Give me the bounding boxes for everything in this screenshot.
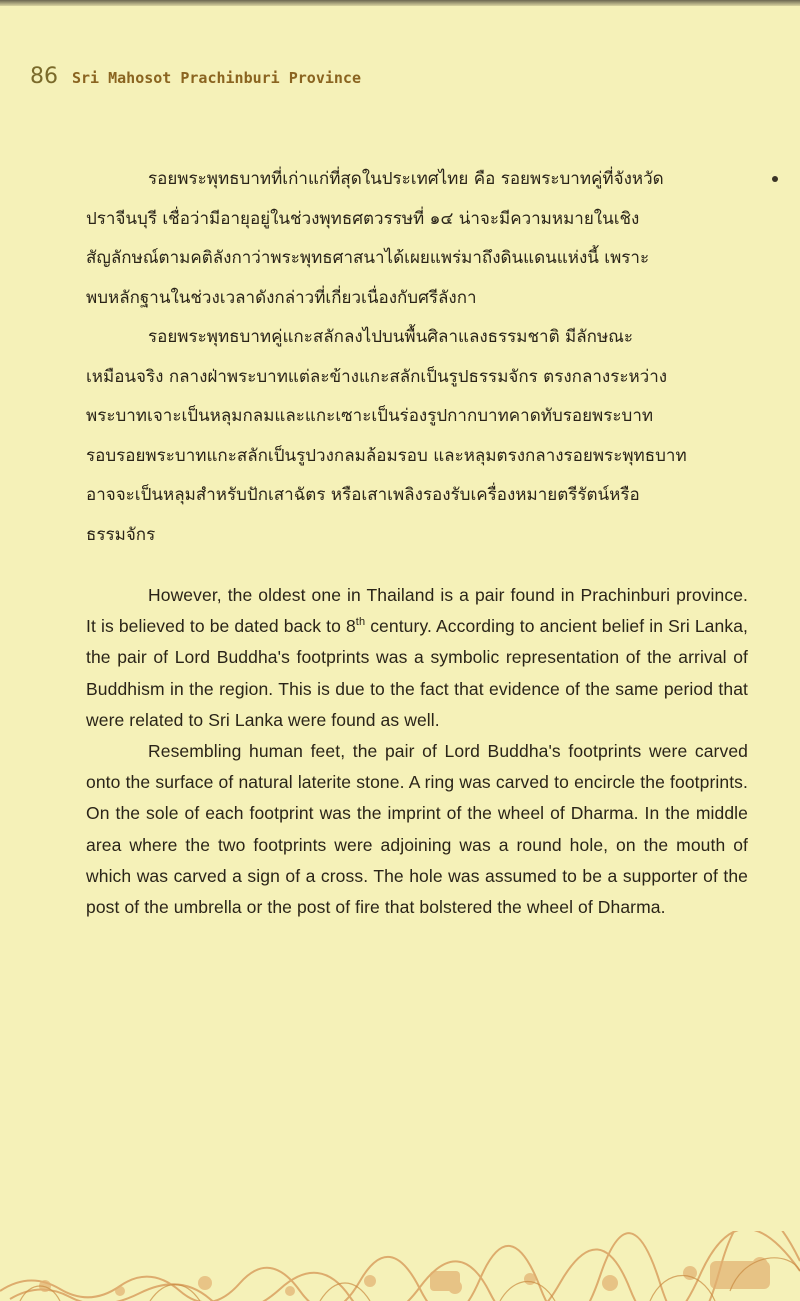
page-header: [30, 64, 361, 89]
english-paragraph-1: However, the oldest one in Thailand is a pair found in Prachinburi province. It is believed to be dated back to 8th century. According to ancient belief in Sri Lanka, the pair of Lord Buddha's footprints was a symbolic representation of the arrival of Buddhism in the region. This is due to the fact that evidence of the same period that were related to Sri Lanka were found as well.: [86, 585, 748, 730]
thai-line: อาจจะเป็นหลุมสำหรับปักเสาฉัตร หรือเสาเพลิงรองรับเครื่องหมายตรีรัตน์หรือ: [86, 485, 640, 505]
thai-line: พระบาทเจาะเป็นหลุมกลมและแกะเซาะเป็นร่องรูปกากบาทคาดทับรอยพระบาท: [86, 406, 654, 426]
thai-line: สัญลักษณ์ตามคติลังกาว่าพระพุทธศาสนาได้เผยแพร่มาถึงดินแดนแห่งนี้ เพราะ: [86, 248, 650, 268]
decorative-border-ornament-icon: [0, 1231, 800, 1301]
thai-line: ปราจีนบุรี เชื่อว่ามีอายุอยู่ในช่วงพุทธศตวรรษที่ ๑๔ น่าจะมีความหมายในเชิง: [86, 208, 640, 229]
thai-text-section: [86, 160, 766, 555]
english-paragraph-2: Resembling human feet, the pair of Lord Buddha's footprints were carved onto the surface of natural laterite stone. A ring was carved to encircle the footprints. On the sole of each footprint was the imprint of the wheel of Dharma. In the middle area where the two footprints were adjoining was a round hole, on the mouth of which was carved a sign of a cross. The hole was assumed to be a supporter of the post of the umbrella or the post of fire that bolstered the wheel of Dharma.: [86, 741, 748, 918]
thai-paragraph-2: [86, 318, 766, 555]
thai-line: รอยพระพุทธบาทที่เก่าแก่ที่สุดในประเทศไทย คือ รอยพระบาทคู่ที่จังหวัด: [148, 169, 664, 189]
margin-dot-icon: [772, 176, 778, 182]
running-title: Sri Mahosot Prachinburi Province: [72, 69, 361, 87]
thai-line: รอบรอยพระบาทแกะสลักเป็นรูปวงกลมล้อมรอบ และหลุมตรงกลางรอยพระพุทธบาท: [86, 445, 687, 466]
thai-line: ธรรมจักร: [86, 524, 156, 545]
page-top-edge: [0, 0, 800, 6]
thai-line: เหมือนจริง กลางฝ่าพระบาทแต่ละข้างแกะสลักเป็นรูปธรรมจักร ตรงกลางระหว่าง: [86, 366, 668, 387]
thai-line: รอยพระพุทธบาทคู่แกะสลักลงไปบนพื้นศิลาแลงธรรมชาติ มีลักษณะ: [148, 327, 634, 347]
ordinal-superscript: th: [355, 616, 366, 629]
page-number: 86: [30, 64, 58, 89]
thai-line: พบหลักฐานในช่วงเวลาดังกล่าวที่เกี่ยวเนื่องกับศรีลังกา: [86, 287, 477, 308]
thai-paragraph-1: [86, 160, 766, 318]
english-text-section: [86, 580, 748, 923]
